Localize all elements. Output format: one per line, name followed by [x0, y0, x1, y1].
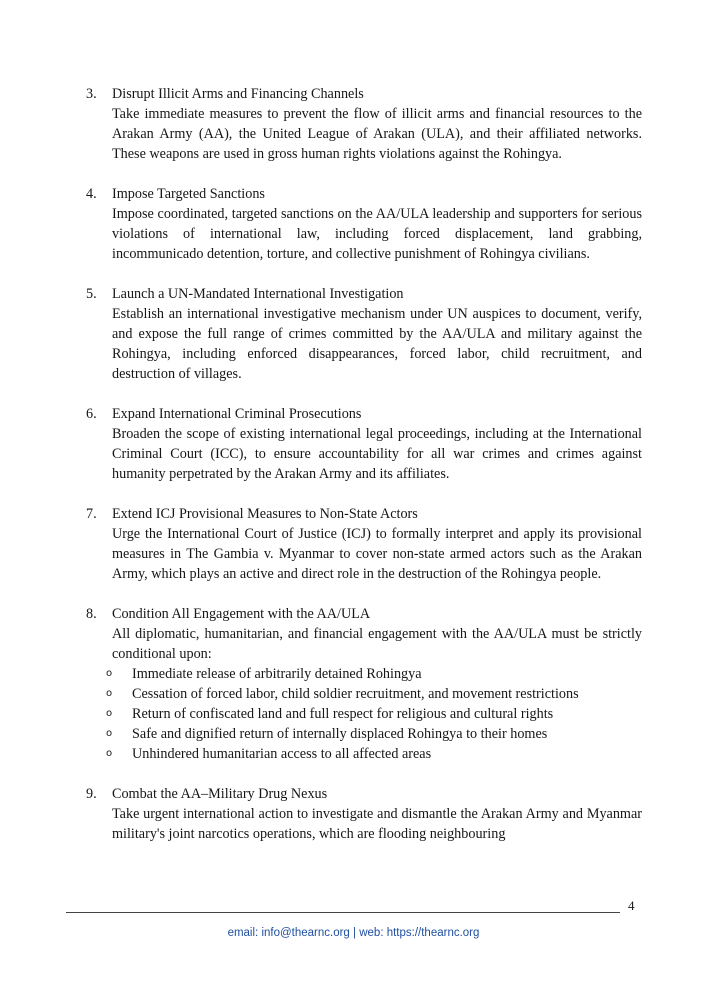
recommendation-7	[86, 504, 642, 584]
hollow-bullet-icon: o	[106, 728, 113, 739]
item-number: 9.	[86, 786, 97, 802]
item-body: Establish an international investigative mechanism under UN auspices to document, verify, and expose the full range of crimes committed by the AA/ULA and military against the Rohingya, including enforced disappearances, forced labor, child recruitment, and destruction of villages.	[112, 306, 642, 382]
item-title: Impose Targeted Sanctions	[112, 186, 265, 202]
list-item-text: Immediate release of arbitrarily detained Rohingya	[132, 666, 422, 682]
web-link[interactable]: https://thearnc.org	[386, 927, 480, 939]
list-item-text: Return of confiscated land and full respect for religious and cultural rights	[132, 706, 554, 722]
item-title: Expand International Criminal Prosecutions	[112, 406, 362, 422]
list-item	[106, 744, 642, 764]
recommendation-5	[86, 284, 642, 384]
recommendation-3	[86, 84, 642, 164]
footer-contact	[0, 927, 707, 939]
item-heading	[86, 784, 642, 804]
list-item	[106, 664, 642, 684]
item-title: Combat the AA–Military Drug Nexus	[112, 786, 328, 802]
recommendation-9	[86, 784, 642, 844]
hollow-bullet-icon: o	[106, 688, 113, 699]
list-item	[106, 704, 642, 724]
item-heading	[86, 84, 642, 104]
hollow-bullet-icon: o	[106, 748, 113, 759]
item-title: Extend ICJ Provisional Measures to Non-State Actors	[112, 506, 418, 522]
item-heading	[86, 604, 642, 624]
item-number: 8.	[86, 606, 97, 622]
item-body: Take urgent international action to investigate and dismantle the Arakan Army and Myanmar military's joint narcotics operations, which are flooding neighbouring	[112, 806, 642, 842]
web-label: web:	[359, 927, 387, 939]
item-title: Condition All Engagement with the AA/ULA	[112, 606, 371, 622]
list-item-text: Safe and dignified return of internally displaced Rohingya to their homes	[132, 726, 548, 742]
item-heading	[86, 284, 642, 304]
recommendations-list	[86, 84, 642, 864]
item-number: 4.	[86, 186, 97, 202]
list-item	[106, 724, 642, 744]
hollow-bullet-icon: o	[106, 708, 113, 719]
list-item-text: Unhindered humanitarian access to all affected areas	[132, 746, 432, 762]
footer-divider	[66, 912, 620, 913]
recommendation-6	[86, 404, 642, 484]
item-title: Launch a UN-Mandated International Investigation	[112, 286, 404, 302]
item-body: Impose coordinated, targeted sanctions on the AA/ULA leadership and supporters for serious violations of international law, including forced displacement, land grabbing, incommunicado detention, torture, and collective punishment of Rohingya civilians.	[112, 206, 642, 262]
item-number: 3.	[86, 86, 97, 102]
item-number: 5.	[86, 286, 97, 302]
list-item-text: Cessation of forced labor, child soldier recruitment, and movement restrictions	[132, 686, 579, 702]
recommendation-4	[86, 184, 642, 264]
item-number: 7.	[86, 506, 97, 522]
item-body: Broaden the scope of existing international legal proceedings, including at the International Criminal Court (ICC), to ensure accountability for all war crimes and crimes against humanity perpetrated by the Arakan Army and its affiliates.	[112, 426, 642, 482]
condition-list	[86, 664, 642, 764]
item-body: Take immediate measures to prevent the flow of illicit arms and financial resources to the Arakan Army (AA), the United League of Arakan (ULA), and their affiliated networks. These weapons are used in gross human rights violations against the Rohingya.	[112, 106, 642, 162]
item-heading	[86, 404, 642, 424]
item-body: Urge the International Court of Justice (ICJ) to formally interpret and apply its provisional measures in The Gambia v. Myanmar to cover non-state armed actors such as the Arakan Army, which plays an active and direct role in the destruction of the Rohingya people.	[112, 526, 642, 582]
item-heading	[86, 504, 642, 524]
hollow-bullet-icon: o	[106, 668, 113, 679]
email-link[interactable]: info@thearnc.org	[261, 927, 350, 939]
recommendation-8	[86, 604, 642, 764]
item-title: Disrupt Illicit Arms and Financing Channels	[112, 86, 364, 102]
email-label: email:	[227, 927, 262, 939]
page-number: 4	[628, 898, 635, 913]
item-body: All diplomatic, humanitarian, and financial engagement with the AA/ULA must be strictly conditional upon:	[112, 626, 642, 662]
item-heading	[86, 184, 642, 204]
footer-separator: |	[349, 927, 360, 939]
list-item	[106, 684, 642, 704]
item-number: 6.	[86, 406, 97, 422]
